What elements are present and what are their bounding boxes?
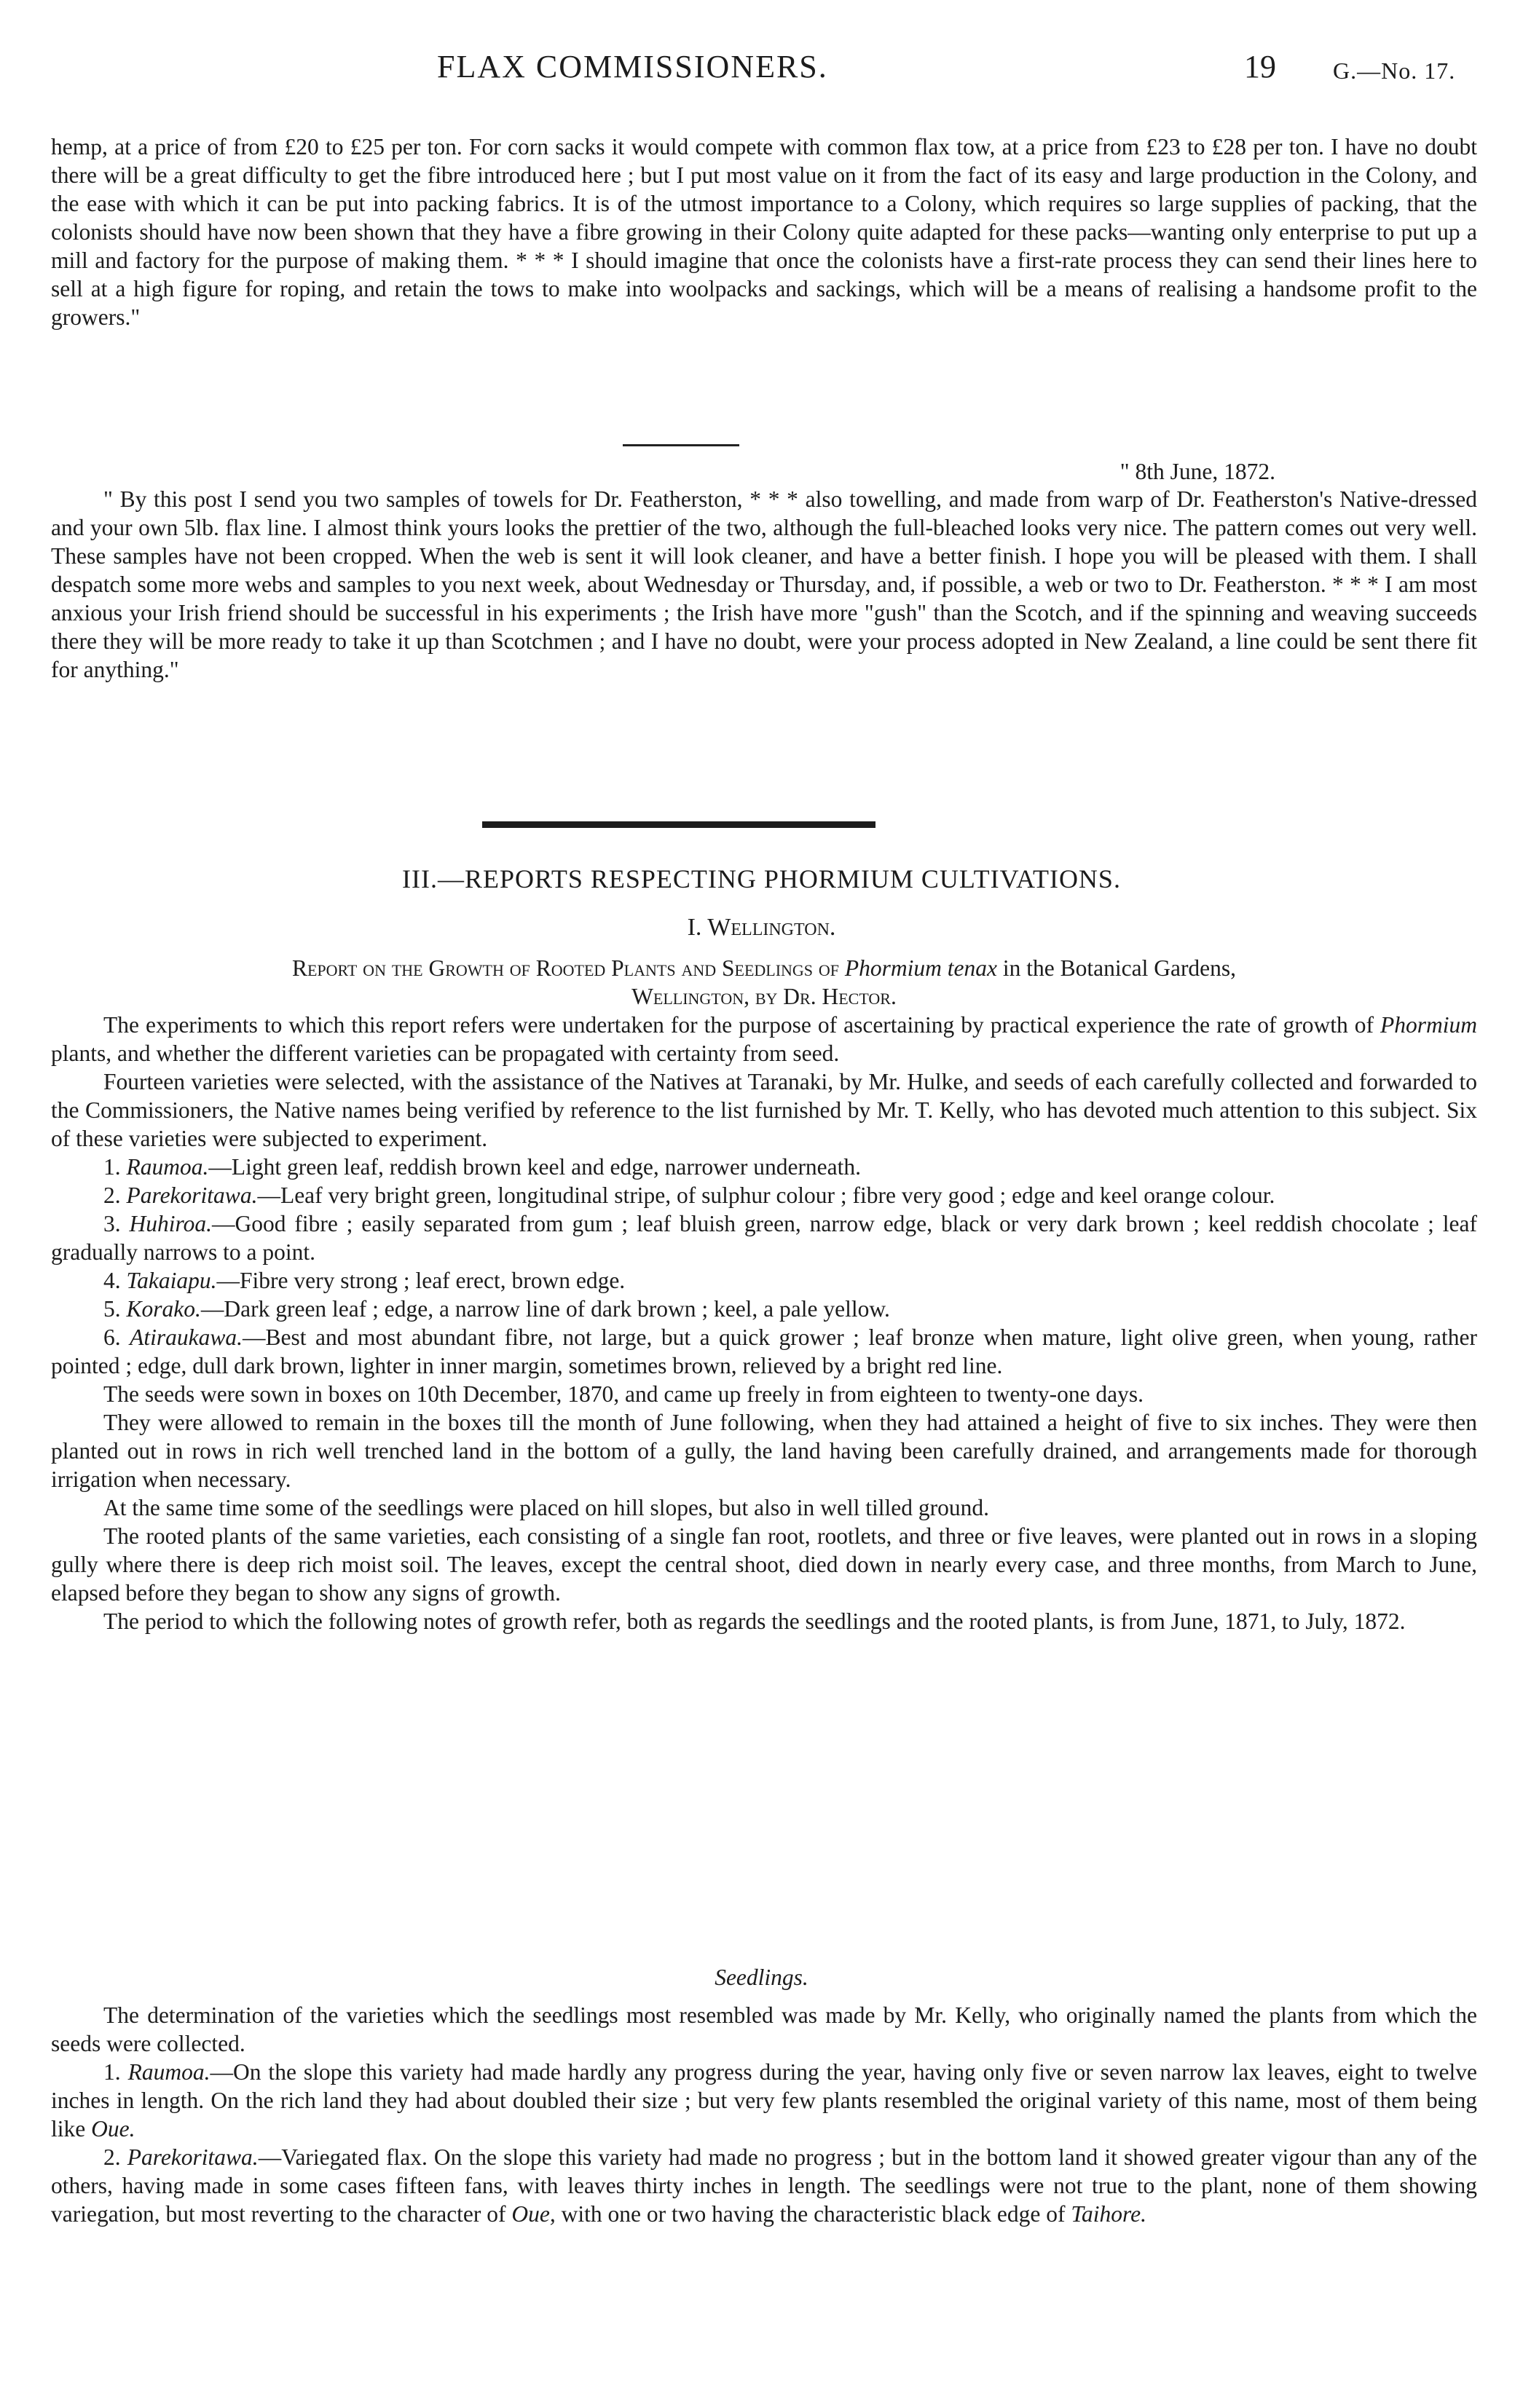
variety-description: —Leaf very bright green, longitudinal stripe, of sulphur colour ; fibre very good ; edge and keel orange colour.	[257, 1183, 1275, 1208]
variety-item	[51, 1266, 1477, 1295]
variety-name: Atiraukawa.	[130, 1325, 243, 1350]
item-number: 4.	[103, 1268, 121, 1293]
body-paragraph: The determination of the varieties which the seedlings most resembled was made by Mr. Kelly, who originally named the plants from which the seeds were collected.	[51, 2002, 1477, 2056]
page-number: 19	[1244, 49, 1276, 84]
item-number: 6.	[103, 1325, 121, 1350]
variety-name: Raumoa.	[126, 1154, 209, 1180]
item-number: 2.	[103, 1183, 121, 1208]
variety-name: Takaiapu.	[126, 1268, 217, 1293]
variety-name: Oue.	[91, 2116, 135, 2141]
letter-continuation	[51, 133, 1477, 331]
variety-name: Korako.	[126, 1296, 201, 1322]
species-name: Phormium tenax	[844, 955, 998, 981]
report-title-text: in the Botanical Gardens,	[1002, 955, 1237, 981]
variety-name: Huhiroa.	[129, 1211, 212, 1236]
variety-name: Parekoritawa.	[127, 2144, 259, 2170]
report-title	[51, 954, 1477, 1011]
running-title: FLAX COMMISSIONERS.	[437, 49, 828, 84]
variety-item	[51, 1181, 1477, 1209]
seedlings-heading: Seedlings.	[715, 1965, 808, 1990]
variety-name: Raumoa.	[127, 2059, 210, 2085]
seedling-item	[51, 2143, 1477, 2228]
report-title-text: Report on the Growth of Rooted Plants and Seedlings of	[291, 955, 840, 981]
variety-item	[51, 1295, 1477, 1323]
body-paragraph: Fourteen varieties were selected, with the assistance of the Natives at Taranaki, by Mr. Hulke, and seeds of each carefully collected and forwarded to the Commissioners, the Native names being verified by reference to the list furnished by Mr. T. Kelly, who has devoted much attention to this subject. Six of these varieties were subjected to experiment.	[51, 1069, 1477, 1151]
report-body	[51, 1011, 1477, 1635]
seedling-description: with one or two having the characteristic black edge of	[561, 2201, 1066, 2227]
body-paragraph: The period to which the following notes of growth refer, both as regards the seedlings and the rooted plants, is from June, 1871, to July, 1872.	[103, 1608, 1406, 1634]
section-divider	[482, 821, 875, 828]
seedlings-section	[51, 2001, 1477, 2228]
report-title-author: Wellington, by Dr. Hector.	[631, 984, 897, 1009]
body-paragraph: The rooted plants of the same varieties, each consisting of a single fan root, rootlets, and three or five leaves, were planted out in rows in a sloping gully where there is deep rich moist soil. The leaves, except the central shoot, died down in nearly every case, and three months, from March to June, elapsed before they began to show any signs of growth.	[51, 1523, 1477, 1606]
body-paragraph: They were allowed to remain in the boxes till the month of June following, when they had attained a height of five to six inches. They were then planted out in rows in rich well trenched land in the bottom of a gully, the land having been carefully drained, and arrangements made for thorough irrigation when necessary.	[51, 1410, 1477, 1492]
variety-name: Parekoritawa.	[126, 1183, 258, 1208]
body-text: plants, and whether the different varieties can be propagated with certainty from seed.	[51, 1041, 840, 1066]
body-paragraph	[51, 1011, 1477, 1067]
seedling-description: —On the slope this variety had made hardly any progress during the year, having only five or seven narrow lax leaves, eight to twelve inches in length. On the rich land they had about doubled their size ; but very few plants resembled the original variety of this name, most of them being like	[51, 2059, 1477, 2141]
variety-description: —Dark green leaf ; edge, a narrow line of dark brown ; keel, a pale yellow.	[200, 1296, 890, 1322]
genus-name: Phormium	[1380, 1012, 1477, 1038]
section-heading: III.—REPORTS RESPECTING PHORMIUM CULTIVATIONS.	[402, 864, 1121, 893]
variety-name: Oue,	[511, 2201, 556, 2227]
body-paragraph: The seeds were sown in boxes on 10th December, 1870, and came up freely in from eighteen to twenty-one days.	[103, 1381, 1144, 1407]
separator-rule	[623, 444, 739, 446]
item-number: 3.	[103, 1211, 121, 1236]
item-number: 5.	[103, 1296, 121, 1322]
variety-item	[51, 1209, 1477, 1266]
variety-item	[51, 1153, 1477, 1181]
variety-name: Taihore.	[1071, 2201, 1146, 2227]
item-number: 1.	[103, 2059, 121, 2085]
letter-paragraph: " By this post I send you two samples of towels for Dr. Featherston, * * * also towelling, and made from warp of Dr. Featherston's Native-dressed and your own 5lb. flax line. I almost think yours looks the prettier of the two, although the full-bleached looks very nice. The pattern comes out very well. These samples have not been cropped. When the web is sent it will look cleaner, and have a better finish. I hope you will be pleased with them. I shall despatch some more webs and samples to you next week, about Wednesday or Thursday, and, if possible, a web or two to Dr. Featherston. * * * I am most anxious your Irish friend should be successful in his experiments ; the Irish have more "gush" than the Scotch, and if the spinning and weaving succeeds there they will be more ready to take it up than Scotchmen ; and I have no doubt, were your process adopted in New Zealand, a line could be sent there fit for anything."	[51, 486, 1477, 682]
variety-description: —Light green leaf, reddish brown keel and edge, narrower underneath.	[208, 1154, 862, 1180]
body-paragraph: At the same time some of the seedlings were placed on hill slopes, but also in well tilled ground.	[103, 1495, 989, 1520]
document-reference: G.—No. 17.	[1333, 58, 1456, 84]
variety-description: —Good fibre ; easily separated from gum ; leaf bluish green, narrow edge, black or very dark brown ; keel reddish chocolate ; leaf gradually narrows to a point.	[51, 1211, 1478, 1265]
variety-description: —Fibre very strong ; leaf erect, brown edge.	[216, 1268, 626, 1293]
item-number: 2.	[103, 2144, 121, 2170]
second-letter	[51, 485, 1477, 684]
body-text: The experiments to which this report refers were undertaken for the purpose of ascertaining by practical experience the rate of growth of	[103, 1012, 1374, 1038]
variety-item	[51, 1323, 1477, 1380]
section-subheading: I. Wellington.	[687, 914, 836, 941]
item-number: 1.	[103, 1154, 121, 1180]
letter-paragraph: hemp, at a price of from £20 to £25 per ton. For corn sacks it would compete with common flax tow, at a price from £23 to £28 per ton. I have no doubt there will be a great difficulty to get the fibre introduced here ; but I put most value on it from the fact of its easy and large production in the Colony, and the ease with which it can be put into packing fabrics. It is of the utmost importance to a Colony, which requires so large supplies of packing, that the colonists should have now been shown that they have a fibre growing in their Colony quite adapted for these packs—wanting only enterprise to put up a mill and factory for the purpose of making them. * * * I should imagine that once the colonists have a first-rate process they can send their lines here to sell at a high figure for roping, and retain the tows to make into woolpacks and sackings, which will be a means of realising a handsome profit to the growers."	[51, 134, 1477, 330]
letter-date: " 8th June, 1872.	[1119, 459, 1275, 484]
variety-description: —Best and most abundant fibre, not large, but a quick grower ; leaf bronze when mature, light olive green, when young, rather pointed ; edge, dull dark brown, lighter in inner margin, sometimes brown, relieved by a bright red line.	[51, 1325, 1477, 1378]
seedling-item	[51, 2058, 1477, 2143]
seedling-description: —Variegated flax. On the slope this variety had made no progress ; but in the bottom land it showed greater vigour than any of the others, having made in some cases fifteen fans, with leaves thirty inches in length. The seedlings were not true to the plant, none of them showing variegation, but most reverting to the character of	[51, 2144, 1477, 2227]
